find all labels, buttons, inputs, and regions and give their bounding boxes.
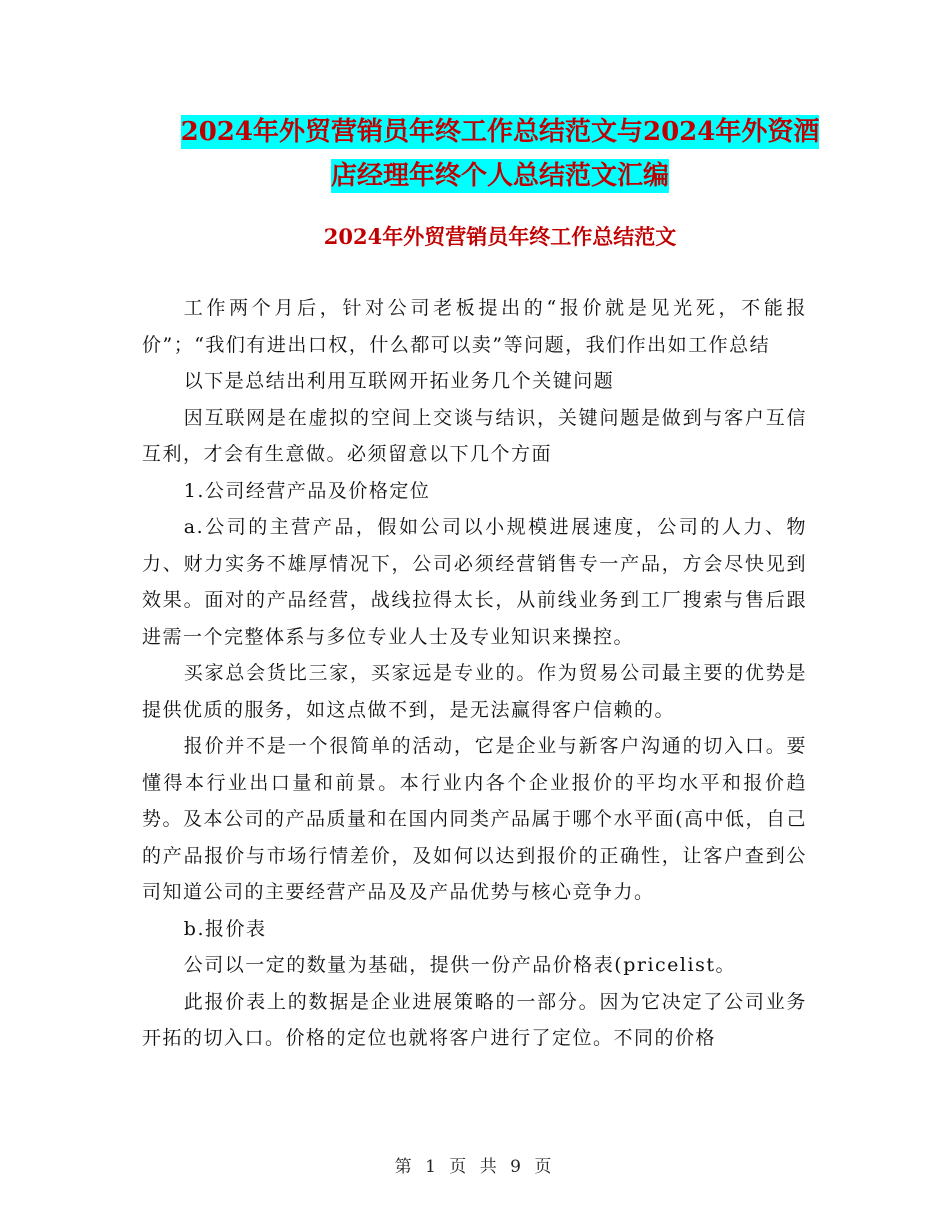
title-line-2: 店经理年终个人总结范文汇编: [330, 161, 669, 191]
paragraph: 买家总会货比三家，买家远是专业的。作为贸易公司最主要的优势是提供优质的服务，如这点做不到，是无法赢得客户信赖的。: [142, 662, 807, 721]
paragraph: 因互联网是在虚拟的空间上交谈与结识，关键问题是做到与客户互信互利，才会有生意做。必须留意以下几个方面: [142, 406, 807, 465]
title-line-1: 2024年外贸营销员年终工作总结范文与2024年外资酒: [180, 117, 820, 147]
paragraph: 公司以一定的数量为基础，提供一份产品价格表(pricelist。: [183, 954, 736, 976]
paragraph: a.公司的主营产品，假如公司以小规模进展速度，公司的人力、物力、财力实务不雄厚情况下，公司必须经营销售专一产品，方会尽快见到效果。面对的产品经营，战线拉得太长，从前线业务到工厂搜索与售后跟进需一个完整体系与多位专业人士及专业知识来操控。: [142, 516, 807, 648]
section-title: 2024年外贸营销员年终工作总结范文: [323, 224, 677, 249]
paragraph: 此报价表上的数据是企业进展策略的一部分。因为它决定了公司业务开拓的切入口。价格的定位也就将客户进行了定位。不同的价格: [142, 990, 807, 1049]
document-body: [142, 290, 807, 1057]
document-title: [130, 110, 870, 198]
paragraph: 以下是总结出利用互联网开拓业务几个关键问题: [183, 370, 615, 392]
page-footer: 第 1 页 共 9 页: [394, 1157, 556, 1177]
paragraph: 报价并不是一个很简单的活动，它是企业与新客户沟通的切入口。要懂得本行业出口量和前景。本行业内各个企业报价的平均水平和报价趋势。及本公司的产品质量和在国内同类产品属于哪个水平面(高中低，自己的产品报价与市场行情差价，及如何以达到报价的正确性，让客户查到公司知道公司的主要经营产品及及产品优势与核心竞争力。: [142, 735, 807, 903]
paragraph: b.报价表: [183, 917, 267, 940]
paragraph: 工作两个月后，针对公司老板提出的“报价就是见光死，不能报价”；“我们有进出口权，什么都可以卖”等问题，我们作出如工作总结: [142, 297, 807, 356]
paragraph: 1.公司经营产品及价格定位: [183, 479, 431, 502]
